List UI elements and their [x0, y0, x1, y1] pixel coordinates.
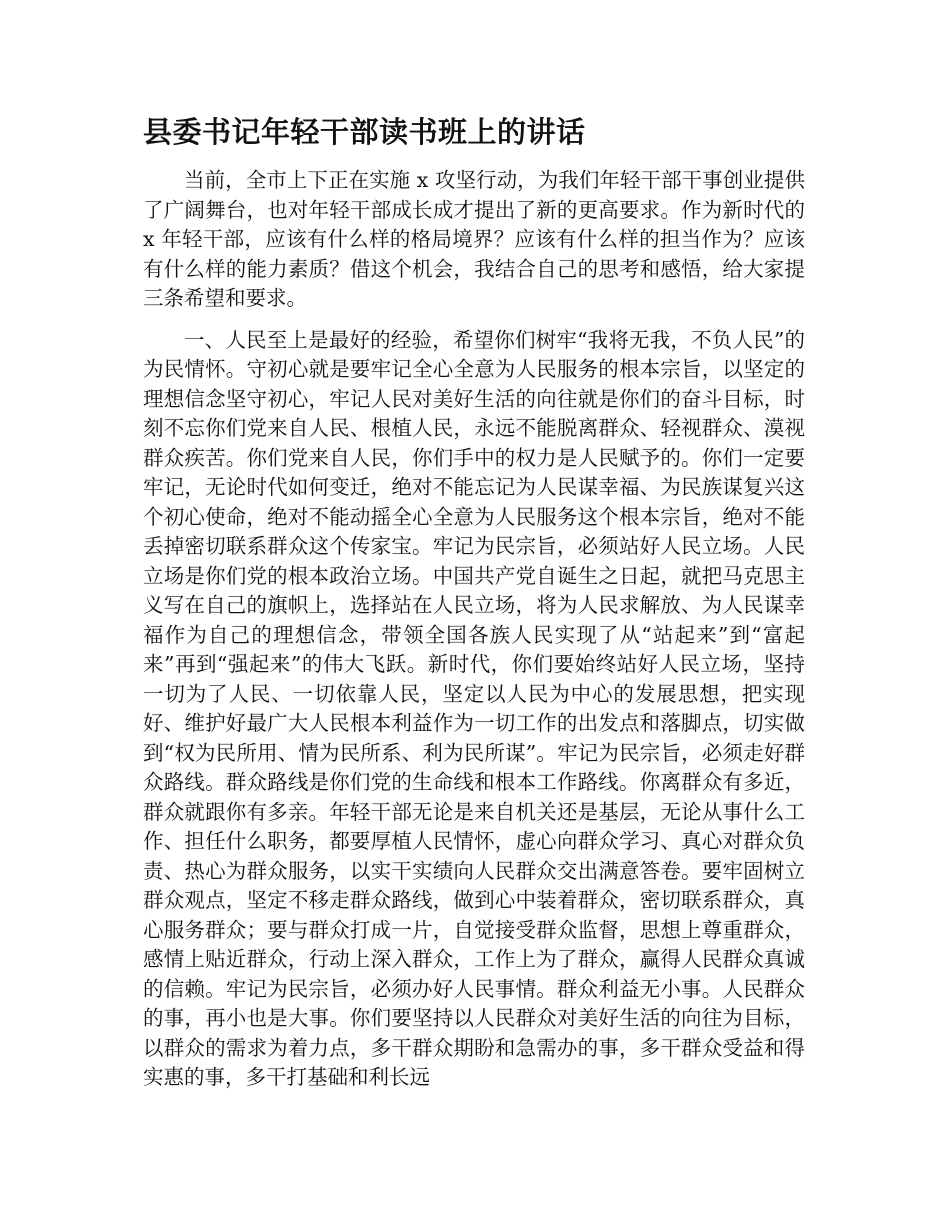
document-title: 县委书记年轻干部读书班上的讲话: [143, 115, 586, 149]
intro-paragraph: 当前，全市上下正在实施 x 攻坚行动，为我们年轻干部干事创业提供了广阔舞台，也对年轻干部成长成才提出了新的更高要求。作为新时代的 x 年轻干部，应该有什么样的格局境界？应该有什么样的担当作为？应该有什么样的能力素质？借这个机会，我结合自己的思考和感悟，给大家提三条希望和要求。: [143, 168, 805, 310]
section-one-paragraph: 一、人民至上是最好的经验，希望你们树牢“我将无我，不负人民”的为民情怀。守初心就是要牢记全心全意为人民服务的根本宗旨，以坚定的理想信念坚守初心，牢记人民对美好生活的向往就是你们的奋斗目标，时刻不忘你们党来自人民、根植人民，永远不能脱离群众、轻视群众、漠视群众疾苦。你们党来自人民，你们手中的权力是人民赋予的。你们一定要牢记，无论时代如何变迁，绝对不能忘记为人民谋幸福、为民族谋复兴这个初心使命，绝对不能动摇全心全意为人民服务这个根本宗旨，绝对不能丢掉密切联系群众这个传家宝。牢记为民宗旨，必须站好人民立场。人民立场是你们党的根本政治立场。中国共产党自诞生之日起，就把马克思主义写在自己的旗帜上，选择站在人民立场，将为人民求解放、为人民谋幸福作为自己的理想信念，带领全国各族人民实现了从“站起来”到“富起来”再到“强起来”的伟大飞跃。新时代，你们要始终站好人民立场，坚持一切为了人民、一切依靠人民，坚定以人民为中心的发展思想，把实现好、维护好最广大人民根本利益作为一切工作的出发点和落脚点，切实做到“权为民所用、情为民所系、利为民所谋”。牢记为民宗旨，必须走好群众路线。群众路线是你们党的生命线和根本工作路线。你离群众有多近，群众就跟你有多亲。年轻干部无论是来自机关还是基层，无论从事什么工作、担任什么职务，都要厚植人民情怀，虚心向群众学习、真心对群众负责、热心为群众服务，以实干实绩向人民群众交出满意答卷。要牢固树立群众观点，坚定不移走群众路线，做到心中装着群众，密切联系群众，真心服务群众；要与群众打成一片，自觉接受群众监督，思想上尊重群众，感情上贴近群众，行动上深入群众，工作上为了群众，赢得人民群众真诚的信赖。牢记为民宗旨，必须办好人民事情。群众利益无小事。人民群众的事，再小也是大事。你们要坚持以人民群众对美好生活的向往为目标，以群众的需求为着力点，多干群众期盼和急需办的事，多干群众受益和得实惠的事，多干打基础和利长远: [143, 327, 805, 1089]
document-body: [143, 112, 805, 1105]
